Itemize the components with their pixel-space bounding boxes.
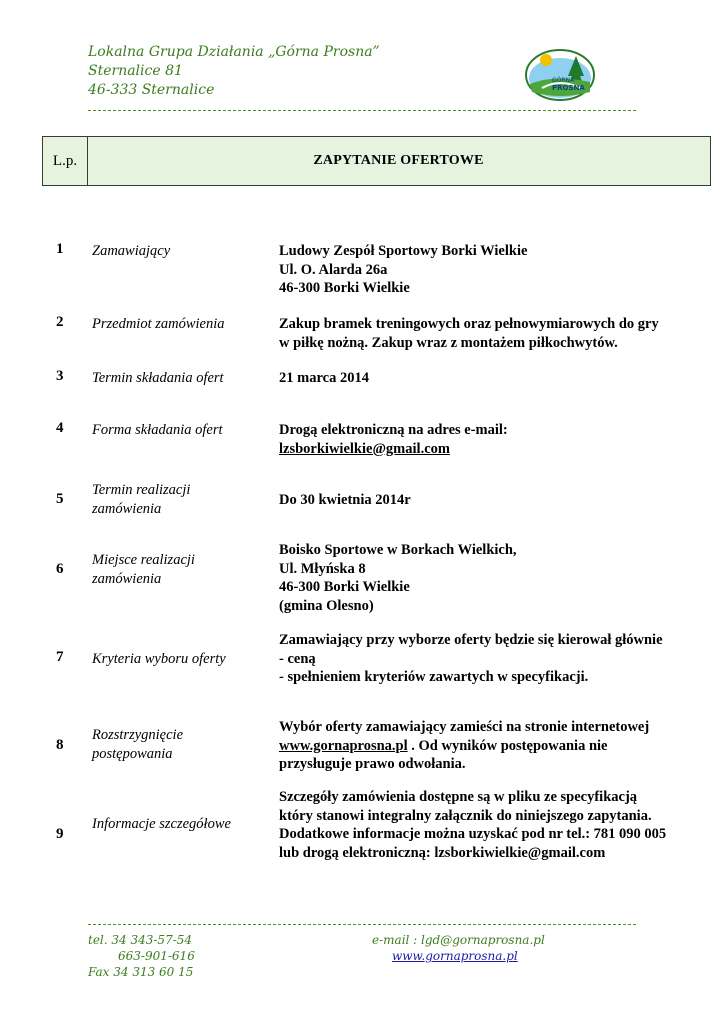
row-label: Termin realizacji zamówienia [92,482,191,517]
row-value: Ludowy Zespół Sportowy Borki Wielkie Ul. O. Alarda 26a 46-300 Borki Wielkie [279,243,528,296]
row-label: Zamawiający [92,243,171,259]
gorna-prosna-logo [524,48,596,102]
org-address-street: Sternalice 81 [88,63,183,79]
row-number: 8 [56,737,64,753]
email-link[interactable]: lzsborkiwielkie@gmail.com [279,440,450,457]
row-value: Wybór oferty zamawiający zamieści na stronie internetowej www.gornaprosna.pl . Od wyników postępowania nie przysługuje prawo odwołania. [279,719,650,772]
footer-phone-mobile: 663-901-616 [118,949,195,963]
row-value: Boisko Sportowe w Borkach Wielkich, Ul. Młyńska 8 46-300 Borki Wielkie (gmina Olesno) [279,542,517,614]
org-address-city: 46-333 Sternalice [88,82,215,98]
row-label: Kryteria wyboru oferty [92,651,226,667]
footer-email: e-mail : lgd@gornaprosna.pl [372,933,545,947]
row-label: Rozstrzygnięcie postępowania [92,727,184,762]
row-number: 6 [56,561,64,577]
row-number: 3 [56,368,64,384]
row-number: 2 [56,314,64,330]
row-number: 7 [56,649,64,665]
footer-phone: tel. 34 343-57-54 [88,933,193,947]
row-label: Forma składania ofert [92,422,223,438]
row-value: 21 marca 2014 [279,370,369,386]
row-value: Drogą elektroniczną na adres e-mail: lzsborkiwielkie@gmail.com [279,422,508,457]
row-value: Do 30 kwietnia 2014r [279,492,411,508]
row-number: 5 [56,491,64,507]
footer-divider [88,924,636,925]
row-value: Zamawiający przy wyborze oferty będzie się kierował głównie - ceną - spełnieniem kryteriów zawartych w specyfikacji. [279,632,663,685]
logo-text-top: GÓRNA [552,77,575,84]
row-label: Informacje szczegółowe [92,816,231,832]
row-number: 4 [56,420,64,436]
footer-fax: Fax 34 313 60 15 [88,965,194,979]
footer-website-link[interactable]: www.gornaprosna.pl [392,949,518,963]
document-title: ZAPYTANIE OFERTOWE [313,153,484,168]
header-divider [88,110,636,111]
row-label: Przedmiot zamówienia [92,316,225,332]
logo-text-bottom: PROSNA [552,84,585,92]
lp-header: L.p. [43,137,88,185]
row-value: Szczegóły zamówienia dostępne są w pliku ze specyfikacją który stanowi integralny załącznik do niniejszego zapytania. Dodatkowe informacje można uzyskać pod nr tel.: 781 090 005 lub drogą elektroniczną: lzsborkiwielkie@gmail.com [279,789,667,861]
row-label: Miejsce realizacji zamówienia [92,552,195,587]
footer-website[interactable] [392,948,518,964]
title-row [42,136,711,186]
row-number: 9 [56,826,64,842]
row-value: Zakup bramek treningowych oraz pełnowymiarowych do gry w piłkę nożną. Zakup wraz z montażem piłkochwytów. [279,316,659,351]
row-label: Termin składania ofert [92,370,224,386]
website-link[interactable]: www.gornaprosna.pl [279,737,408,754]
row-number: 1 [56,241,64,257]
org-name: Lokalna Grupa Działania „Górna Prosna” [88,44,380,60]
